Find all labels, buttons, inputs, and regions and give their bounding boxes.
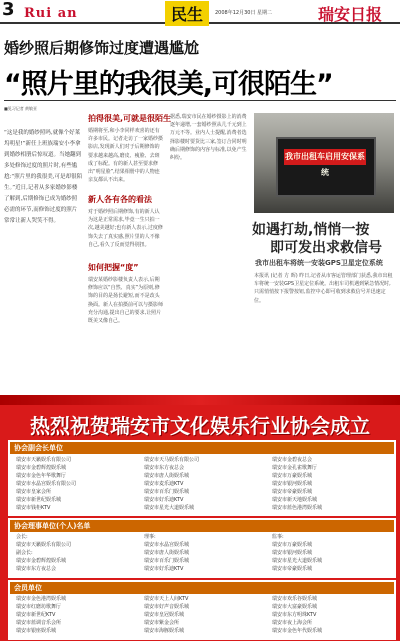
list-item: 瑞安市唐人街娱乐城 (144, 473, 190, 479)
byline: ■见习记者 黄敏亚 (4, 106, 38, 111)
vp-heading: 协会副会长单位 (10, 442, 394, 454)
list-item: 瑞安市天籁娱乐有限公司 (16, 542, 72, 548)
list-item: 瑞安市皇家会所 (16, 489, 52, 495)
list-item: 瑞安市新世纪KTV (16, 612, 56, 618)
section-label: 民生 (165, 1, 209, 26)
list-item: 瑞安市百乐门娱乐城 (144, 489, 190, 495)
members-box (8, 518, 396, 578)
photo-caption-1: 如遇打劫,悄悄一按 (252, 222, 370, 238)
members-col-2 (140, 531, 268, 575)
list-item: 瑞安市金色年代娱乐城 (272, 628, 323, 634)
section-title-2: 新人各有各的看法 (88, 195, 152, 204)
list-item: 瑞安市金碧辉煌娱乐城 (16, 465, 67, 471)
list-item: 瑞安市唐人街娱乐城 (144, 550, 190, 556)
list-item: 瑞安市蓝色港湾娱乐城 (272, 505, 323, 511)
list-item: 瑞安市皇冠娱乐城 (144, 612, 185, 618)
list-item: 瑞安市帝豪娱乐城 (272, 489, 313, 495)
list-item: 瑞安市新天地娱乐城 (272, 497, 318, 503)
list-item: 理事: (144, 534, 156, 540)
list-item: 瑞安市帝豪娱乐城 (272, 566, 313, 572)
list-item: 瑞安市东方夜总会 (144, 465, 185, 471)
photo-caption-2: 即可发出求救信号 (270, 240, 382, 256)
right-column-text: 据悉,瑞安市民在婚纱摄影上的消费逐年递增,一套婚纱照从几千元到上万元不等。业内人士提醒,消费者选择影楼时要货比三家,签订合同时明确后期修饰的内容与标准,以免产生纠纷。 (170, 114, 247, 162)
section-title-1: 拍得很美,可就是很陌生 (88, 114, 172, 123)
list-item: 瑞安市新世纪娱乐城 (16, 497, 62, 503)
list-item: 瑞安市银河娱乐城 (272, 481, 313, 487)
section-body-1: 婚期将至,和小李同样欢喜的还有许多市民。记者走访了一家婚纱摄影店,发现新人们对于后期修饰的要求越来越高,磨皮、瘦脸、去斑成了标配。有的新人甚至要求修出“明星脸”,结果相册中的人物连亲友都认不出来。 (88, 128, 164, 184)
members2-col-3 (268, 593, 396, 637)
ad-title: 热烈祝贺瑞安市文化娱乐行业协会成立 (30, 414, 370, 438)
list-item: 瑞安市蓝调音乐会所 (16, 620, 62, 626)
edition-title: Rui an (24, 6, 78, 21)
photo-caption-3: 我市出租车将统一安装GPS卫星定位系统 (255, 259, 383, 267)
vp-box (8, 440, 396, 516)
list-item: 瑞安市天马娱乐有限公司 (144, 457, 200, 463)
paper-logo: 瑞安日报 (318, 5, 383, 24)
section-body-2: 对于婚纱照后期修饰,有的新人认为这是正常需求,毕竟一生只拍一次,越美越好;也有新人表示,过度修饰失去了真实感,照片里的人不像自己,看久了反而觉得别扭。 (88, 209, 163, 248)
list-item: 瑞安市大富豪娱乐城 (272, 604, 318, 610)
members2-col-2 (140, 593, 268, 637)
members-col-3 (268, 531, 396, 575)
list-item: 瑞安市天上人间KTV (144, 596, 189, 602)
vp-list-right (268, 454, 396, 514)
list-item: 瑞安市钱柜KTV (16, 505, 51, 511)
section-body-3: 瑞安某婚纱影楼负责人表示,后期修饰应以“自然、真实”为原则,修饰的目的是扬长避短,而不是改头换面。新人在拍摄前可以与摄影师充分沟通,提出自己的要求,让照片既美又像自己。 (88, 277, 164, 325)
list-item: 瑞安市星光大道娱乐城 (272, 558, 323, 564)
list-item: 瑞安市金色年华歌舞厅 (16, 473, 67, 479)
list-item: 瑞安市紫金会所 (144, 620, 180, 626)
list-item: 瑞安市好声音娱乐城 (144, 604, 190, 610)
list-item: 瑞安市东方明珠KTV (272, 612, 317, 618)
list-item: 瑞安市海豚娱乐城 (144, 628, 185, 634)
taxi-photo (254, 113, 394, 213)
members2-col-1 (12, 593, 140, 637)
list-item: 会长: (16, 534, 28, 540)
list-item: 瑞安市金孔雀歌舞厅 (272, 465, 318, 471)
headline-top: 婚纱照后期修饰过度遭遇尴尬 (4, 39, 200, 57)
section-title-3: 如何把握“度” (88, 263, 139, 272)
ad-top-band (0, 395, 400, 405)
list-item: 瑞安市星光大道娱乐城 (144, 505, 195, 511)
list-item: 瑞安市万豪娱乐城 (272, 473, 313, 479)
headline-main: “照片里的我很美,可很陌生” (4, 69, 333, 100)
list-item: 瑞安市百乐门娱乐城 (144, 558, 190, 564)
members2-heading: 会员单位 (10, 582, 394, 594)
members-col-1 (12, 531, 140, 575)
list-item: 瑞安市麦乐迪KTV (144, 481, 184, 487)
vp-list-left (12, 454, 140, 514)
list-item: 瑞安市万豪娱乐城 (272, 542, 313, 548)
members2-box (8, 580, 396, 640)
list-item: 瑞安市金碧辉煌娱乐城 (16, 558, 67, 564)
list-item: 瑞安市银座娱乐城 (16, 628, 57, 634)
list-item: 副会长: (16, 550, 33, 556)
list-item: 瑞安市水晶宫娱乐有限公司 (16, 481, 77, 487)
date-line: 2008年12月30日 星期二 (215, 10, 273, 16)
list-item: 瑞安市红磨坊歌舞厅 (16, 604, 62, 610)
taxi-roof-sign (276, 137, 376, 197)
members-heading: 协会理事单位(个人)名单 (10, 520, 394, 532)
list-item: 监事: (272, 534, 284, 540)
list-item: 瑞安市欢乐谷娱乐城 (272, 596, 318, 602)
vp-list-mid (140, 454, 268, 514)
plate-text: 我市出租车启用安保系统 (284, 149, 366, 165)
photo-body: 本报讯 (记者 方 晖) 昨日,记者从市客运管理部门获悉,我市出租车将统一安装GPS卫星定位系统。出租车司机遇到紧急情况时,只需悄悄按下报警按钮,监控中心即可收到求救信号并迅速定位。 (254, 273, 393, 304)
lead-paragraph: “这是我的婚纱照吗,就像个好莱坞明星!”新任上班族瑞安小李拿到婚纱相册后惊叹道。当她翻到多处修饰过度的照片时,有些尴尬:“照片里的我很美,可是却很陌生。”近日,记者从多家婚纱影楼了解到,后期修饰已成为婚纱照必需的环节,而修饰过度的照片常常让新人哭笑不得。 (4, 130, 82, 224)
list-item: 瑞安市夜上海会所 (272, 620, 313, 626)
list-item: 瑞安市水晶宫娱乐城 (144, 542, 190, 548)
page-number: 3 (2, 0, 15, 20)
list-item: 瑞安市好乐迪KTV (144, 566, 184, 572)
divider (4, 100, 396, 101)
list-item: 瑞安市好乐迪KTV (144, 497, 184, 503)
list-item: 瑞安市银河娱乐城 (272, 550, 313, 556)
list-item: 瑞安市东方夜总会 (16, 566, 57, 572)
list-item: 瑞安市天籁娱乐有限公司 (16, 457, 72, 463)
list-item: 瑞安市金色港湾娱乐城 (16, 596, 67, 602)
list-item: 瑞安市金碧夜总会 (272, 457, 313, 463)
